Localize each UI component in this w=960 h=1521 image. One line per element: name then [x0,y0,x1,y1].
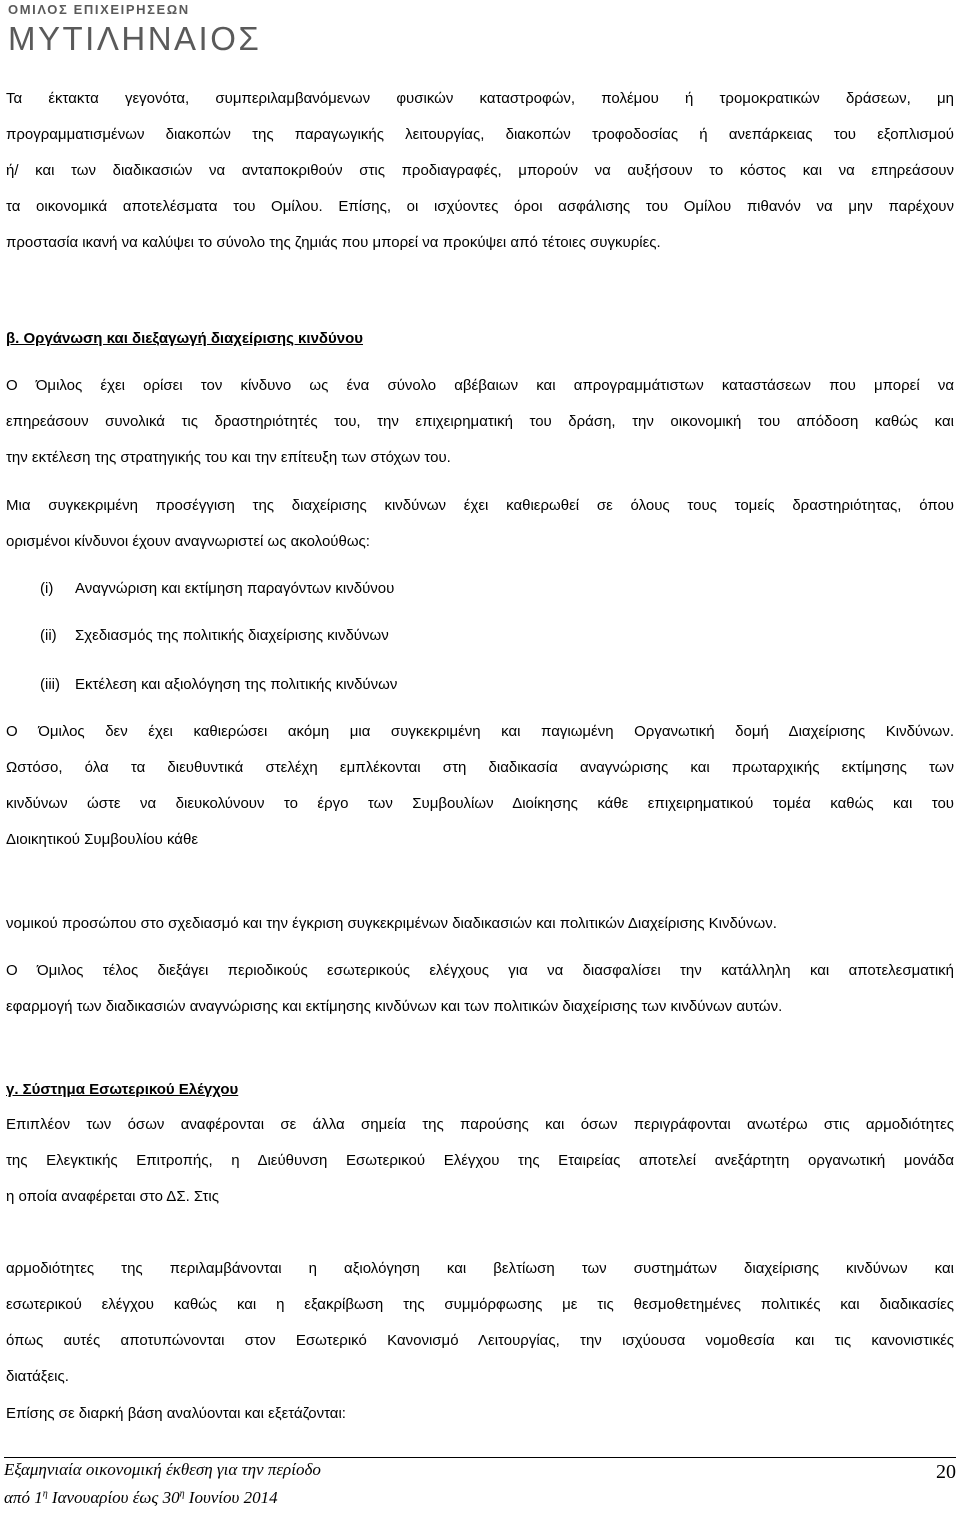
para1-line-4: τα οικονομικά αποτελέσματα του Ομίλου. Επίσης, οι ισχύοντες όροι ασφάλισης του Ομίλου πιθανόν να μην παρέχουν [6,198,954,215]
footer-report-title: Εξαμηνιαία οικονομική έκθεση για την περίοδο [4,1460,321,1479]
section-c-para3: Επίσης σε διαρκή βάση αναλύονται και εξετάζονται: [6,1405,346,1422]
section-b-para5-line-1: Ο Όμιλος τέλος διεξάγει περιοδικούς εσωτερικούς ελέγχους για να διασφαλίσει την κατάλληλη και αποτελεσματική [6,962,954,979]
section-c-para2-line-3: όπως αυτές αποτυπώνονται στον Εσωτερικό Κανονισμό Λειτουργίας, την ισχύουσα νομοθεσία και τις κανονιστικές [6,1332,954,1349]
section-b-para1-line-3: την εκτέλεση της στρατηγικής του και την επίτευξη των στόχων του. [6,449,451,466]
para1-line-5: προστασία ικανή να καλύψει το σύνολο της ζημιάς που μπορεί να προκύψει από τέτοιες συγκυρίες. [6,234,661,251]
list-item-number: (iii) [40,676,60,693]
para1-line-1: Τα έκτακτα γεγονότα, συμπεριλαμβανόμενων φυσικών καταστροφών, πολέμου ή τρομοκρατικών δράσεων, μη [6,90,954,107]
section-b-para3-line-2: Ωστόσο, όλα τα διευθυντικά στελέχη εμπλέκονται στη διαδικασία αναγνώρισης και πρωταρχικής εκτίμησης των [6,759,954,776]
footer-divider [4,1457,956,1458]
section-b-para3-line-4: Διοικητικού Συμβουλίου κάθε [6,831,199,848]
list-item-text: Εκτέλεση και αξιολόγηση της πολιτικής κινδύνων [75,676,398,693]
section-c-para2-line-1: αρμοδιότητες της περιλαμβάνονται η αξιολόγηση και βελτίωση των συστημάτων διαχείρισης κινδύνων και [6,1260,954,1277]
list-item-text: Σχεδιασμός της πολιτικής διαχείρισης κινδύνων [75,627,389,644]
section-b-para1-line-1: Ο Όμιλος έχει ορίσει τον κίνδυνο ως ένα σύνολο αβέβαιων και απρογραμμάτιστων καταστάσεων που μπορεί να [6,377,954,394]
section-b-heading: β. Οργάνωση και διεξαγωγή διαχείρισης κινδύνου [6,330,363,347]
company-logo [8,2,308,60]
section-c-para2-line-2: εσωτερικού ελέγχου καθώς και η εξακρίβωση της συμμόρφωσης με τις θεσμοθετημένες πολιτικές και διαδικασίες [6,1296,954,1313]
section-c-heading: γ. Σύστημα Εσωτερικού Ελέγχου [6,1081,239,1098]
footer-period-sup: η [42,1488,48,1500]
section-b-para4: νομικού προσώπου στο σχεδιασμό και την έγκριση συγκεκριμένων διαδικασιών και πολιτικών Διαχείρισης Κινδύνων. [6,915,777,932]
list-item-number: (i) [40,580,54,597]
footer-period-part: από 1 [4,1488,43,1507]
page-number: 20 [936,1461,956,1483]
logo-group-text: ΟΜΙΛΟΣ ΕΠΙΧΕΙΡΗΣΕΩΝ [8,2,190,17]
para1-line-3: ή/ και των διαδικασιών να ανταποκριθούν στις προδιαγραφές, μπορούν να αυξήσουν το κόστος και να επηρεάσουν [6,162,954,179]
section-b-para5-line-2: εφαρμογή των διαδικασιών αναγνώρισης και εκτίμησης κινδύνων και των πολιτικών διαχείρισης των κινδύνων αυτών. [6,998,783,1015]
list-item-text: Αναγνώριση και εκτίμηση παραγόντων κινδύνου [75,580,395,597]
section-b-para2-line-2: ορισμένοι κίνδυνοι έχουν αναγνωριστεί ως ακολούθως: [6,533,370,550]
footer-report-period [4,1488,278,1508]
section-b-para2-line-1: Μια συγκεκριμένη προσέγγιση της διαχείρισης κινδύνων έχει καθιερωθεί σε όλους τους τομείς δραστηριότητας, όπου [6,497,954,514]
section-c-para2-line-4: διατάξεις. [6,1368,69,1385]
section-c-para1-line-1: Επιπλέον των όσων αναφέρονται σε άλλα σημεία της παρούσης και όσων περιγράφονται ανωτέρω στις αρμοδιότητες [6,1116,954,1133]
section-c-para1-line-3: η οποία αναφέρεται στο ΔΣ. Στις [6,1188,219,1205]
section-b-para3-line-1: Ο Όμιλος δεν έχει καθιερώσει ακόμη μια συγκεκριμένη και παγιωμένη Οργανωτική δομή Διαχείρισης Κινδύνων. [6,723,954,740]
footer-period-part: Ιουνίου 2014 [184,1488,278,1507]
footer-period-part: Ιανουαρίου έως 30 [47,1488,180,1507]
logo-company-name: ΜΥΤΙΛΗΝΑΙΟΣ [8,20,262,57]
section-b-para3-line-3: κινδύνων ώστε να διευκολύνουν το έργο των Συμβουλίων Διοίκησης κάθε επιχειρηματικού τομέα καθώς και του [6,795,954,812]
list-item-number: (ii) [40,627,57,644]
section-c-para1-line-2: της Ελεγκτικής Επιτροπής, η Διεύθυνση Εσωτερικού Ελέγχου της Εταιρείας αποτελεί ανεξάρτητη οργανωτική μονάδα [6,1152,954,1169]
footer-period-sup: η [179,1488,185,1500]
section-b-para1-line-2: επηρεάσουν συνολικά τις δραστηριότητές του, την επιχειρηματική του δράση, την οικονομική του απόδοση καθώς και [6,413,954,430]
para1-line-2: προγραμματισμένων διακοπών της παραγωγικής λειτουργίας, διακοπών τροφοδοσίας ή ανεπάρκειας του εξοπλισμού [6,126,954,143]
